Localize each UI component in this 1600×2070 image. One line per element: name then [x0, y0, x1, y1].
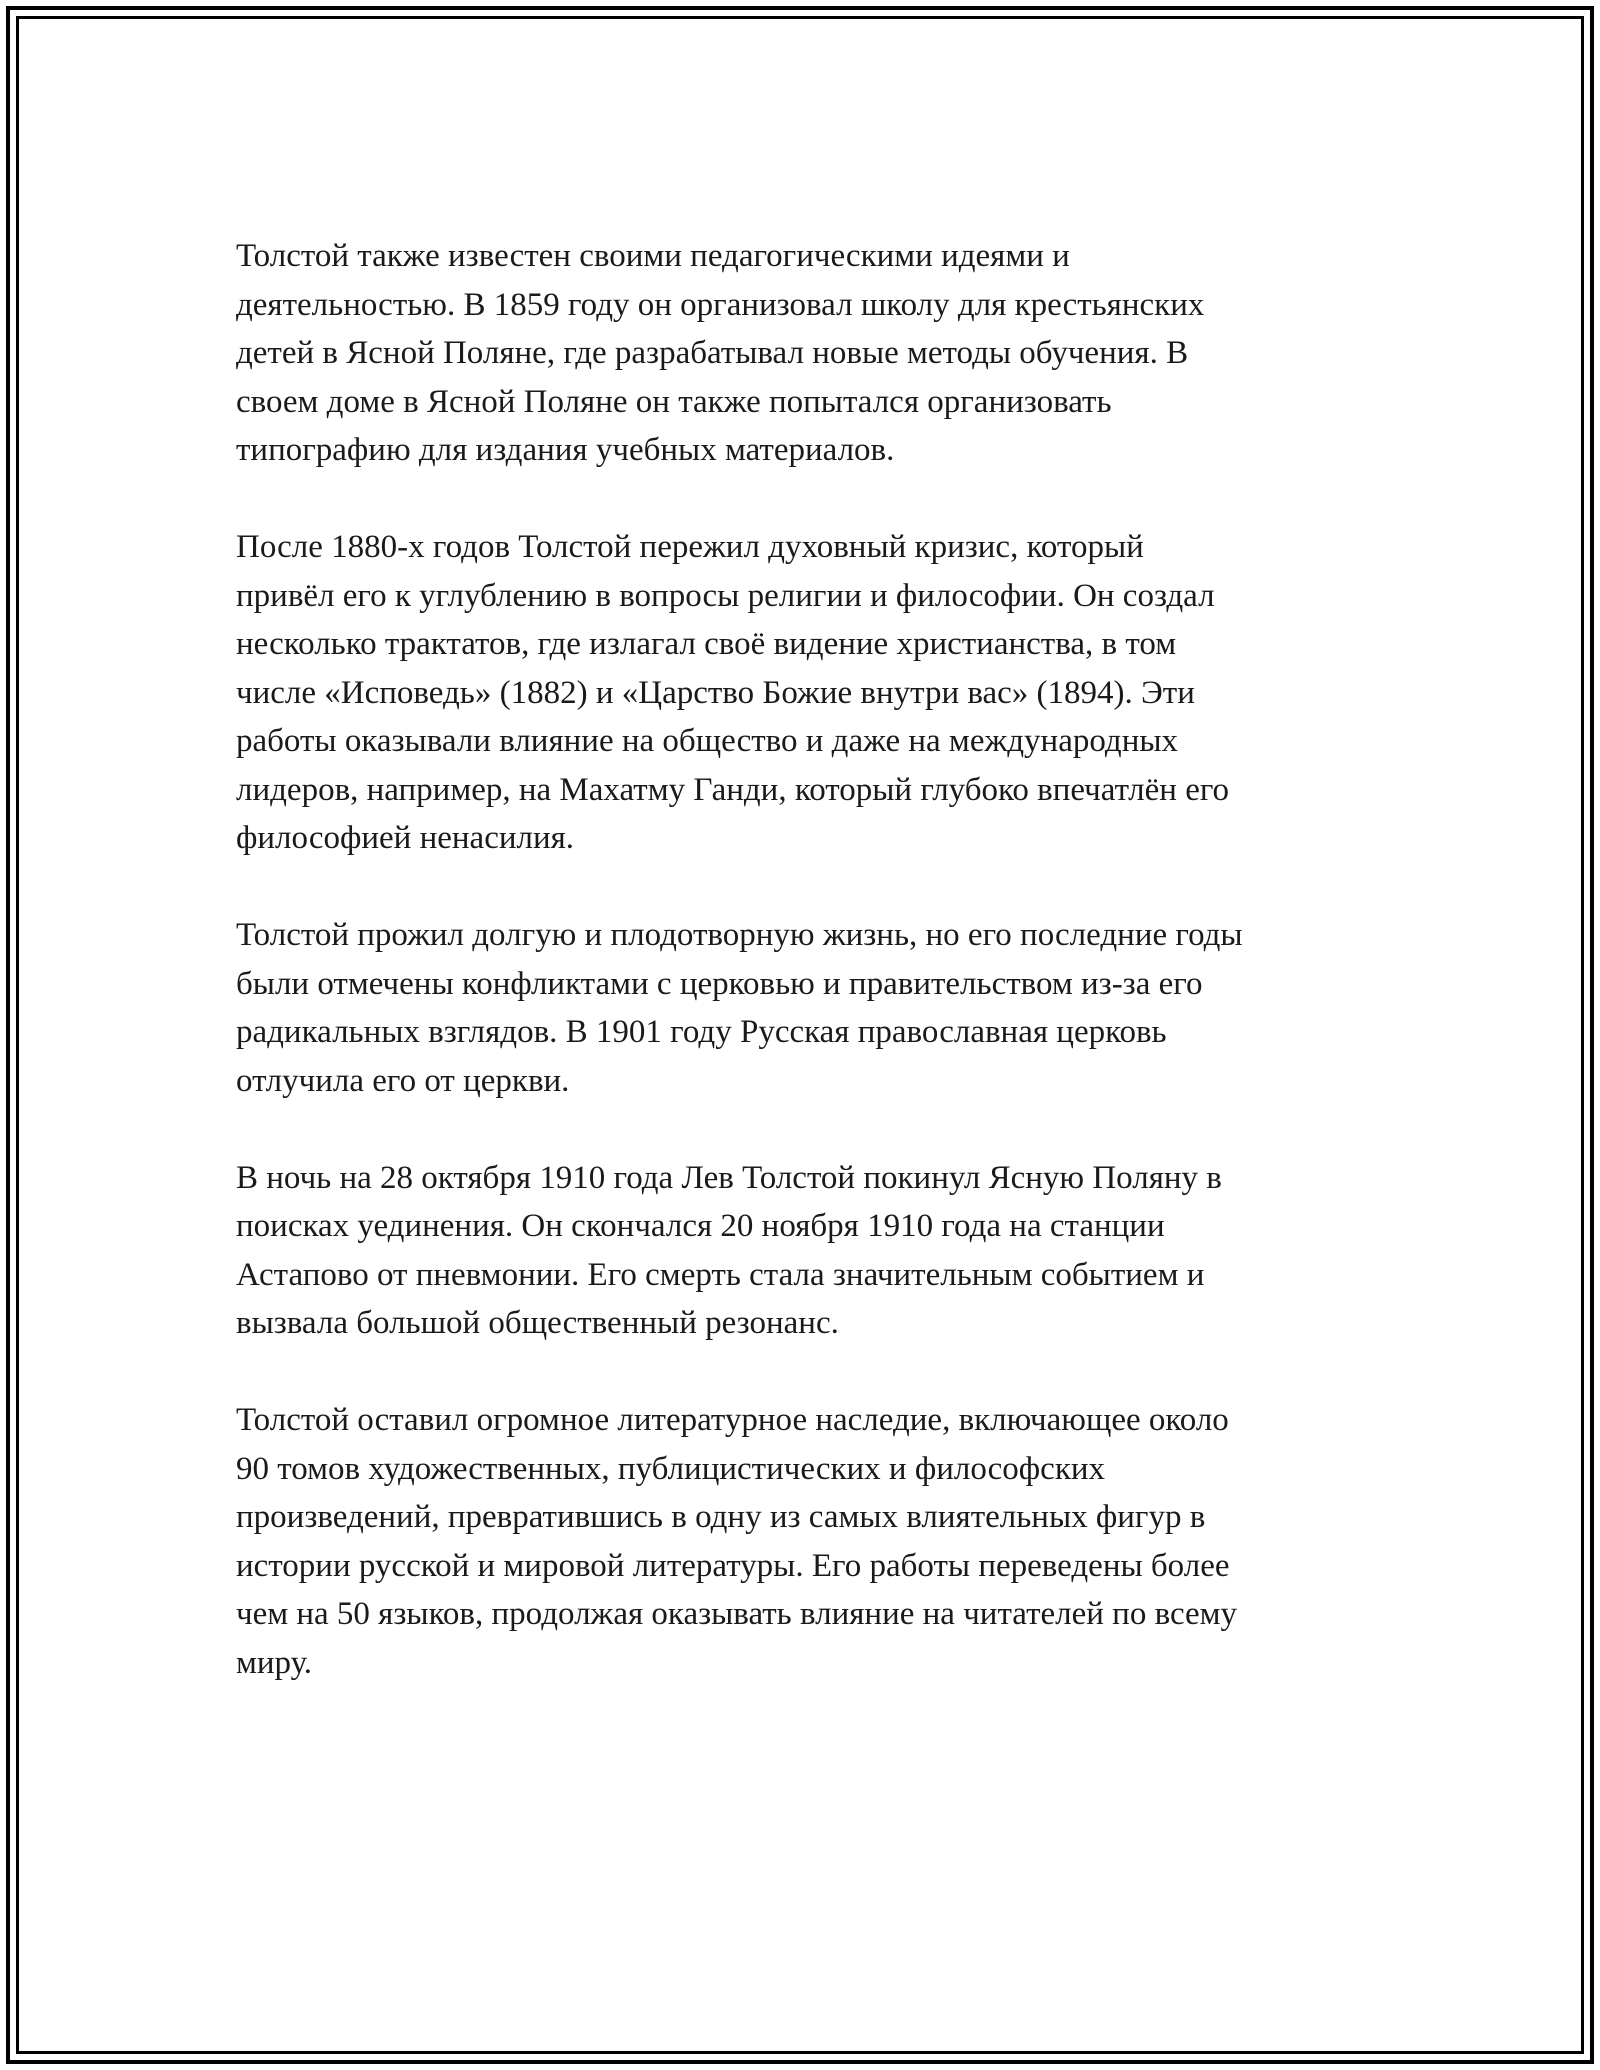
- text-line: истории русской и мировой литературы. Его работы переведены более: [236, 1547, 1230, 1584]
- text-line: В ночь на 28 октября 1910 года Лев Толстой покинул Ясную Поляну в: [236, 1159, 1222, 1196]
- paragraph-conflicts: [236, 911, 1376, 1105]
- text-line: поисках уединения. Он скончался 20 ноября 1910 года на станции: [236, 1208, 1165, 1244]
- paragraph-pedagogy: [236, 232, 1376, 475]
- text-line: После 1880-х годов Толстой пережил духовный кризис, который: [236, 529, 1144, 565]
- text-line: детей в Ясной Поляне, где разрабатывал новые методы обучения. В: [236, 335, 1189, 371]
- text-line: числе «Исповедь» (1882) и «Царство Божие внутри вас» (1894). Эти: [236, 674, 1195, 711]
- paragraph-spiritual-crisis: [236, 523, 1376, 863]
- text-line: произведений, превратившись в одну из самых влиятельных фигур в: [236, 1499, 1206, 1535]
- text-line: типографию для издания учебных материалов.: [236, 432, 895, 468]
- text-line: 90 томов художественных, публицистических и философских: [236, 1450, 1106, 1487]
- text-line: деятельностью. В 1859 году он организовал школу для крестьянских: [236, 286, 1205, 323]
- text-line: были отмечены конфликтами с церковью и правительством из-за его: [236, 965, 1203, 1002]
- text-line: отлучила его от церкви.: [236, 1062, 570, 1099]
- document-body: [236, 232, 1376, 1736]
- paragraph-legacy: [236, 1396, 1376, 1687]
- text-line: Толстой прожил долгую и плодотворную жизнь, но его последние годы: [236, 917, 1243, 953]
- text-line: привёл его к углублению в вопросы религии и философии. Он создал: [236, 577, 1215, 614]
- paragraph-death: [236, 1154, 1376, 1348]
- text-line: чем на 50 языков, продолжая оказывать влияние на читателей по всему: [236, 1596, 1238, 1632]
- text-line: своем доме в Ясной Поляне он также попытался организовать: [236, 383, 1112, 420]
- text-line: лидеров, например, на Махатму Ганди, который глубоко впечатлён его: [236, 771, 1230, 808]
- text-line: радикальных взглядов. В 1901 году Русская православная церковь: [236, 1014, 1167, 1050]
- text-line: Толстой также известен своими педагогическими идеями и: [236, 238, 1070, 274]
- text-line: работы оказывали влияние на общество и даже на международных: [236, 723, 1179, 759]
- text-line: миру.: [236, 1644, 313, 1681]
- text-line: философией ненасилия.: [236, 820, 575, 856]
- text-line: Астапово от пневмонии. Его смерть стала значительным событием и: [236, 1256, 1205, 1293]
- text-line: несколько трактатов, где излагал своё видение христианства, в том: [236, 626, 1177, 662]
- text-line: вызвала большой общественный резонанс.: [236, 1305, 839, 1341]
- text-line: Толстой оставил огромное литературное наследие, включающее около: [236, 1402, 1229, 1438]
